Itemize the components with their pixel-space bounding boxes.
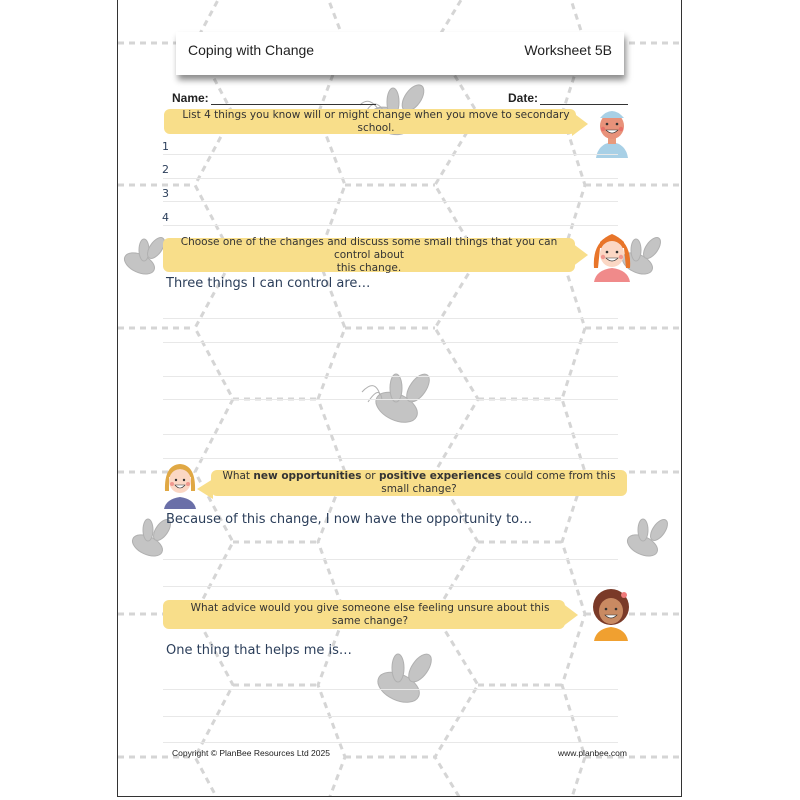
answer-line[interactable] [163,342,618,343]
prompt-text: List 4 things you know will or might change when you move to secondary school. [182,108,570,134]
emphasis-positive-experiences: positive experiences [378,470,502,482]
prompt-text: What advice would you give someone else feeling unsure about this same change? [190,601,550,627]
answer-line[interactable] [163,742,618,743]
name-label: Name: [172,91,209,105]
bubble-tail [572,243,588,267]
bee-icon [624,517,671,561]
sentence-starter: One thing that helps me is… [166,643,352,658]
sentence-starter: Because of this change, I now have the opportunity to… [166,512,533,527]
prompt-bubble-3 [211,470,627,496]
girl-red-hair-avatar [590,228,634,282]
bubble-tail [562,603,578,627]
copyright-text: Copyright © PlanBee Resources Ltd 2025 [172,748,330,758]
sentence-starter: Three things I can control are… [166,276,371,291]
girl-blonde-hair-avatar [162,461,198,509]
worksheet-title: Coping with Change [188,42,315,58]
name-field[interactable] [211,104,376,105]
prompt-text-line2: this change. [336,261,402,274]
prompt-bubble-2 [163,235,575,274]
bee-icon [373,650,436,708]
answer-line[interactable] [163,399,618,400]
girl-curly-hair-avatar [588,585,634,641]
answer-line[interactable] [163,689,618,690]
answer-line[interactable] [163,178,618,179]
worksheet-header [176,32,624,75]
answer-line[interactable] [163,434,618,435]
prompt-text-line1: Choose one of the changes and discuss some small things that you can control about [180,235,558,261]
prompt-bubble-4 [163,600,565,629]
emphasis-new-opportunities: new opportunities [253,470,362,482]
date-label: Date: [508,91,539,105]
website-link[interactable]: www.planbee.com [558,748,627,758]
prompt-bubble-1 [164,109,576,134]
bubble-tail [572,112,588,136]
answer-line[interactable] [163,201,618,202]
prompt-text: What new opportunities or positive experiences could come from this small change? [222,470,616,495]
boy-with-cap-avatar [592,102,632,158]
answer-line[interactable] [163,586,618,587]
list-number-4: 4 [162,211,169,224]
answer-line[interactable] [163,318,618,319]
list-number-3: 3 [162,187,169,200]
list-number-2: 2 [162,163,169,176]
bee-icon [121,235,168,279]
answer-line[interactable] [163,225,618,226]
answer-line[interactable] [163,376,618,377]
list-number-1: 1 [162,140,169,153]
answer-line[interactable] [163,458,618,459]
worksheet-number: Worksheet 5B [524,42,612,58]
answer-line[interactable] [163,559,618,560]
answer-line[interactable] [163,716,618,717]
answer-line[interactable] [163,154,618,155]
